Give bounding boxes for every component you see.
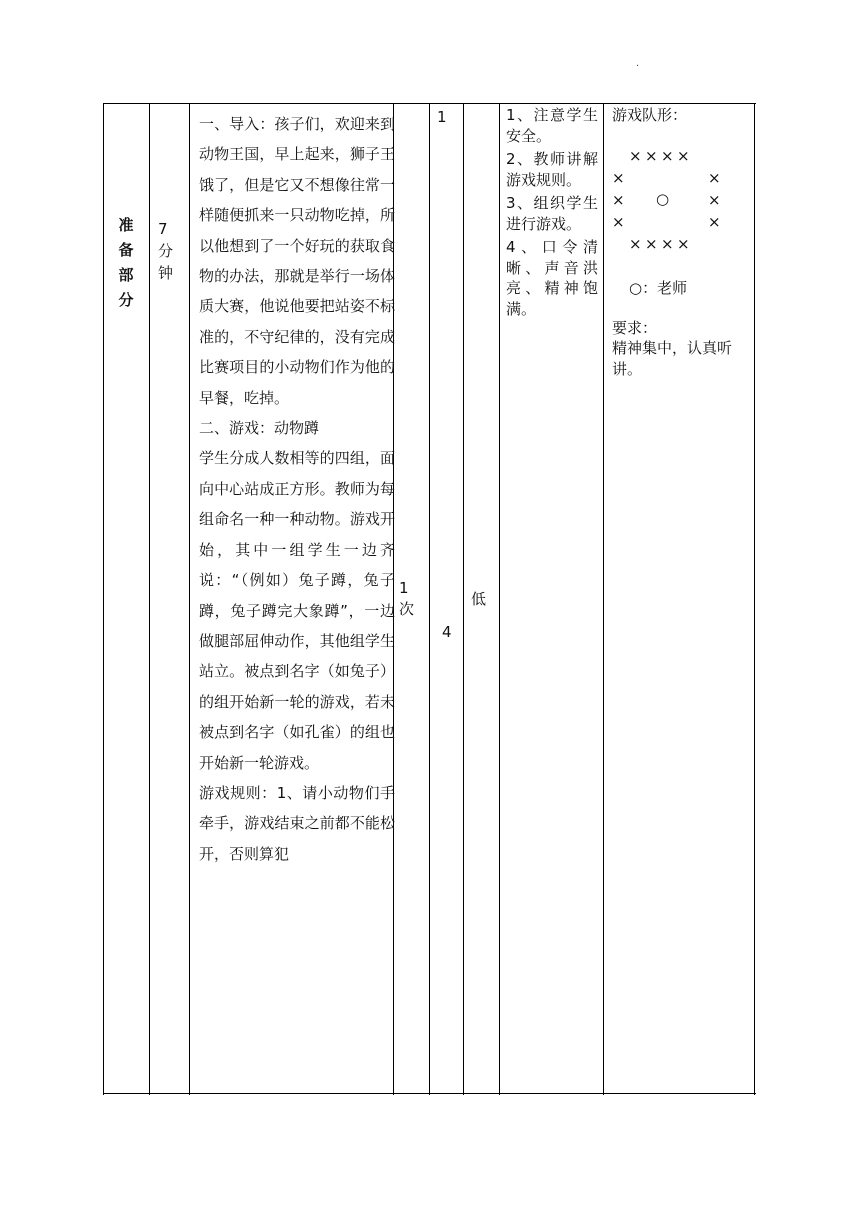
student-mark: ×: [645, 146, 658, 165]
student-mark: ×: [708, 212, 721, 231]
requirement-text: 精神集中，认真听讲。: [612, 339, 733, 378]
student-mark: ×: [612, 190, 625, 209]
formation-title: 游戏队形：: [612, 106, 688, 124]
content-intro: 一、导入：孩子们，欢迎来到动物王国，早上起来，狮子王饿了，但是它又不想像往常一样随便抓来一只动物吃掉，所以他想到了一个好玩的获取食物的办法，那就是举行一场体质大赛，他说他要把站姿不标准的，不守纪律的，没有完成比赛项目的小动物们作为他的早餐，吃掉。: [199, 115, 395, 407]
group-value-top: 1: [437, 108, 447, 126]
student-mark: ×: [661, 146, 674, 165]
student-mark: ×: [677, 146, 690, 165]
col-border: [499, 103, 500, 1095]
col-border: [603, 103, 604, 1095]
col-border: [463, 103, 464, 1095]
time-unit-char: 分: [158, 242, 174, 260]
student-mark: ×: [677, 234, 690, 253]
student-mark: ×: [629, 234, 642, 253]
teacher-mark: ○: [656, 189, 670, 208]
formation-diagram: [612, 146, 732, 296]
section-char: 部: [118, 266, 134, 284]
section-char: 备: [118, 241, 134, 259]
student-mark: ×: [708, 168, 721, 187]
time-cell: [158, 218, 186, 284]
page-dot: .: [636, 58, 640, 69]
col-border: [189, 103, 190, 1095]
lesson-plan-table: [103, 103, 756, 1095]
col-border: [103, 103, 104, 1095]
student-mark: ×: [612, 212, 625, 231]
student-mark: ×: [612, 168, 625, 187]
col-border: [429, 103, 430, 1095]
student-mark: ×: [645, 234, 658, 253]
section-char: 准: [118, 216, 134, 234]
section-label: [107, 213, 145, 313]
guidance-item: 3、组织学生进行游戏。: [506, 194, 598, 233]
time-number: 7: [158, 220, 168, 238]
organization-cell: [612, 105, 752, 379]
guidance-item: 2、教师讲解游戏规则。: [506, 150, 598, 189]
requirement-title: 要求：: [612, 318, 658, 337]
col-border: [149, 103, 150, 1095]
guidance-item: 4、口令清晰、声音洪亮、精神饱满。: [506, 238, 598, 318]
times-cell: [399, 578, 429, 620]
content-cell: [199, 109, 395, 869]
teacher-guidance-cell: [506, 105, 598, 322]
student-mark: ×: [661, 234, 674, 253]
teacher-legend: ○：老师: [629, 278, 688, 297]
student-mark: ×: [708, 190, 721, 209]
time-unit-char: 钟: [158, 264, 174, 282]
col-border: [754, 103, 755, 1095]
times-number: 1: [399, 579, 409, 597]
content-game-desc: 学生分成人数相等的四组，面向中心站成正方形。教师为每组命名一种一种动物。游戏开始，其中一组学生一边齐说：“（例如）兔子蹲，兔子蹲，兔子蹲完大象蹲”，一边做腿部屈伸动作，其他组学生站立。被点到名字（如兔子）的组开始新一轮的游戏，若未被点到名字（如孔雀）的组也开始新一轮游戏。: [199, 449, 395, 772]
section-char: 分: [118, 291, 134, 309]
times-unit: 次: [399, 600, 415, 618]
content-game-title: 二、游戏：动物蹲: [199, 419, 320, 438]
student-mark: ×: [629, 146, 642, 165]
guidance-item: 1、注意学生安全。: [506, 106, 598, 145]
group-value-middle: 4: [442, 623, 452, 641]
intensity-cell: 低: [471, 590, 487, 608]
content-game-rules: 游戏规则：1、请小动物们手牵手，游戏结束之前都不能松开，否则算犯: [199, 783, 395, 863]
